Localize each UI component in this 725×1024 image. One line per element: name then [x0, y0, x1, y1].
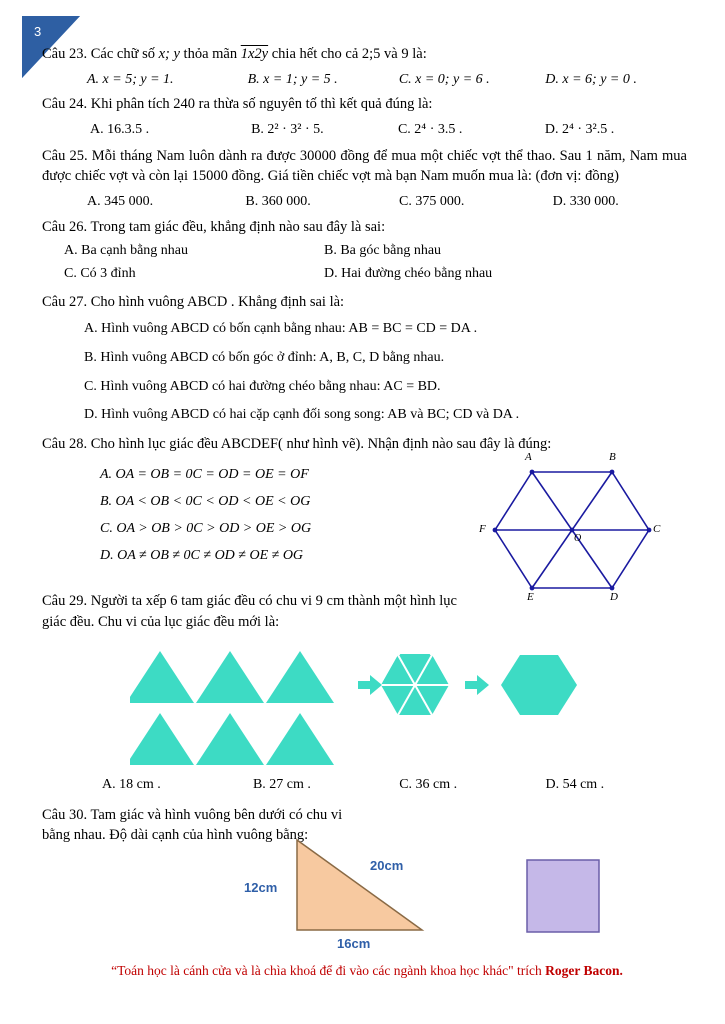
q27-option-c[interactable]: C. Hình vuông ABCD có hai đường chéo bằng nhau: AC = BD.: [84, 378, 441, 394]
question-28-options: [42, 465, 430, 566]
hex-label-C: C: [653, 522, 661, 535]
question-26-options: [42, 241, 687, 285]
question-30-stem: Câu 30. Tam giác và hình vuông bên dưới có chu vi bằng nhau. Độ dài cạnh của hình vuông bằng:: [42, 806, 343, 844]
q25-option-d[interactable]: D. 330 000.: [552, 194, 619, 210]
svg-text:16cm: 16cm: [337, 935, 371, 950]
question-29-stem: Câu 29. Người ta xếp 6 tam giác đều có chu vi 9 cm thành một hình lục giác đều. Chu vi của lục giác đều mới là:: [42, 593, 457, 630]
q26-option-b[interactable]: B. Ba góc bằng nhau: [324, 242, 442, 258]
question-24: [42, 94, 687, 139]
q28-option-b[interactable]: B. OA < OB < 0C < OD < OE < OG: [100, 493, 311, 509]
q28-option-c[interactable]: C. OA > OB > 0C > OD > OE > OG: [100, 520, 312, 536]
question-23-stem: [42, 44, 687, 65]
question-29-options: [42, 777, 687, 793]
question-29: [42, 591, 462, 632]
hex-label-B: B: [609, 450, 616, 463]
q24-option-d[interactable]: D. 2⁴ · 3².5 .: [544, 122, 615, 138]
question-28: [42, 434, 687, 603]
question-27-stem: Câu 27. Cho hình vuông ABCD . Khẳng định sai là:: [42, 294, 345, 311]
question-23: [42, 44, 687, 89]
q26-option-d[interactable]: D. Hai đường chéo bằng nhau: [324, 266, 493, 282]
hexagon-figure: [477, 450, 667, 610]
hex-label-D: D: [610, 590, 618, 603]
question-29-figure: [130, 641, 600, 771]
question-24-options: [42, 120, 687, 140]
hex-label-A: A: [525, 450, 532, 463]
svg-text:12cm: 12cm: [244, 879, 278, 895]
q27-option-b[interactable]: B. Hình vuông ABCD có bốn góc ở đỉnh: A, B, C, D bằng nhau.: [84, 349, 445, 365]
page-content: [42, 44, 687, 968]
q28-option-a[interactable]: A. OA = OB = 0C = OD = OE = OF: [100, 466, 309, 482]
q29-option-a[interactable]: A. 18 cm .: [102, 776, 161, 792]
q23-overline-number: 1x2y: [240, 46, 269, 62]
q24-option-c[interactable]: C. 2⁴ · 3.5 .: [397, 122, 463, 138]
footer-quote-text: “Toán học là cánh cửa và là chìa khoá để đi vào các ngành khoa học khác" trích: [111, 963, 546, 978]
question-25-stem: Câu 25. Mỗi tháng Nam luôn dành ra được 30000 đồng để mua một chiếc vợt thể thao. Sau 1 năm, Nam mua được chiếc vợt và còn lại 15000 đồng. Giá tiền chiếc vợt mà bạn Nam muốn mua là: (đơn vị: đồng): [42, 147, 687, 185]
hexagon-svg: [477, 450, 667, 610]
q23-option-b[interactable]: B. x = 1; y = 5 .: [247, 71, 338, 87]
question-28-stem: Câu 28. Cho hình lục giác đều ABCDEF( như hình vẽ). Nhận định nào sau đây là đúng:: [42, 436, 552, 453]
q23-stem-mid: thỏa mãn: [179, 46, 241, 62]
question-27: [42, 292, 687, 425]
hex-label-E: E: [527, 590, 534, 603]
triangle-square-svg: [232, 830, 662, 950]
q24-option-a[interactable]: A. 16.3.5 .: [90, 122, 150, 138]
q25-option-c[interactable]: C. 375 000.: [399, 194, 465, 210]
question-25: [42, 146, 687, 212]
q25-option-a[interactable]: A. 345 000.: [87, 194, 154, 210]
hex-label-F: F: [479, 522, 486, 535]
q24-option-b[interactable]: B. 2² · 3² · 5.: [251, 122, 324, 138]
svg-text:20cm: 20cm: [370, 857, 404, 873]
question-26: [42, 217, 687, 284]
footer-quote: [42, 963, 692, 979]
question-27-options: [42, 319, 687, 426]
hex-label-O: O: [574, 532, 582, 544]
q26-option-a[interactable]: A. Ba cạnh bằng nhau: [64, 242, 189, 258]
q23-stem-post: chia hết cho cả 2;5 và 9 là:: [268, 46, 427, 62]
q29-option-d[interactable]: D. 54 cm .: [545, 776, 605, 792]
q28-option-d[interactable]: D. OA ≠ OB ≠ 0C ≠ OD ≠ OE ≠ OG: [100, 547, 304, 563]
q29-option-c[interactable]: C. 36 cm .: [399, 776, 458, 792]
q23-option-c[interactable]: C. x = 0; y = 6 .: [398, 71, 490, 87]
question-24-stem: Câu 24. Khi phân tích 240 ra thừa số nguyên tố thì kết quả đúng là:: [42, 96, 433, 113]
q23-stem-vars: x; y: [158, 46, 180, 62]
q27-option-d[interactable]: D. Hình vuông ABCD có hai cặp cạnh đối song song: AB và BC; CD và DA .: [84, 407, 520, 423]
q23-stem-pre: Câu 23. Các chữ số: [42, 46, 159, 62]
question-23-options: [42, 70, 687, 90]
q29-option-b[interactable]: B. 27 cm .: [252, 776, 311, 792]
q23-option-d[interactable]: D. x = 6; y = 0 .: [545, 71, 637, 87]
triangles-to-hexagon-svg: [130, 641, 600, 771]
q26-option-c[interactable]: C. Có 3 đỉnh: [64, 266, 136, 282]
question-26-stem: Câu 26. Trong tam giác đều, khẳng định nào sau đây là sai:: [42, 218, 386, 235]
footer-author: Roger Bacon.: [545, 963, 623, 978]
question-30-figure: [42, 848, 687, 968]
question-25-options: [42, 192, 687, 212]
q25-option-b[interactable]: B. 360 000.: [245, 194, 311, 210]
page-number: 3: [34, 24, 42, 39]
q27-option-a[interactable]: A. Hình vuông ABCD có bốn cạnh bằng nhau: AB = BC = CD = DA .: [84, 320, 478, 336]
q23-option-a[interactable]: A. x = 5; y = 1.: [87, 71, 174, 87]
